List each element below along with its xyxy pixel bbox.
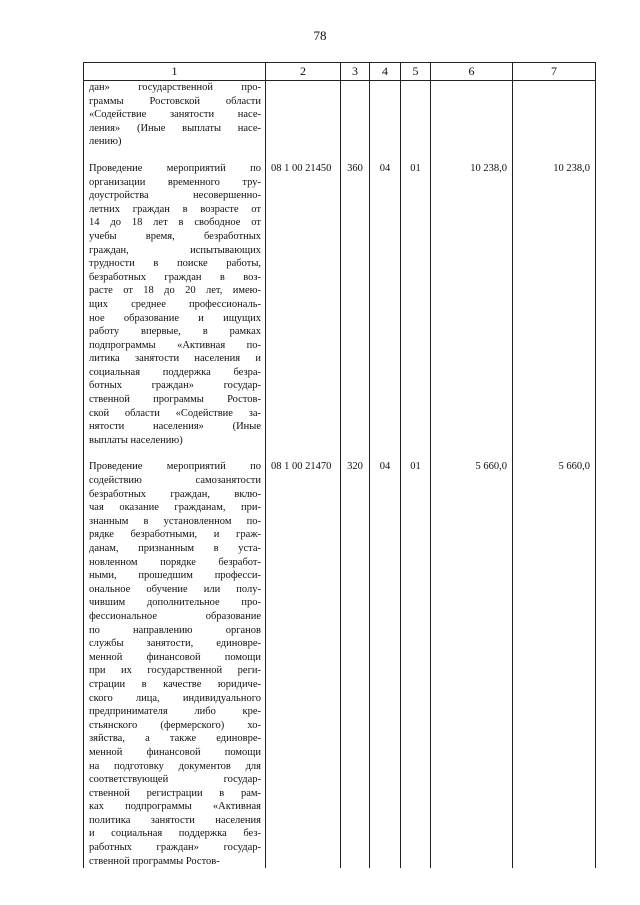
spacer-cell (341, 149, 370, 162)
header-cell-1: 1 (84, 63, 266, 81)
budget-table (83, 62, 596, 868)
description-line: менной финансовой помощи (89, 651, 261, 663)
header-cell-4: 4 (370, 63, 401, 81)
description-line: выплаты населению) (89, 434, 183, 446)
description-line: безработных граждан в воз- (89, 271, 261, 283)
page-number: 78 (313, 28, 327, 43)
header-cell-7: 7 (513, 63, 596, 81)
cell-section: 04 (370, 460, 401, 868)
row-spacer (84, 149, 596, 162)
description-line: ской области «Содействие за- (89, 407, 261, 419)
cell-expense-type (341, 81, 370, 149)
cell-program-code: 08 1 00 21470 (266, 460, 341, 868)
cell-amount-2: 5 660,0 (513, 460, 596, 868)
description-line: ное образование и ищущих (89, 312, 261, 324)
description-line: Проведение мероприятий по (89, 162, 261, 174)
description-line: доустройства несовершенно- (89, 190, 261, 202)
description-line: дан» государственной про- (89, 82, 261, 93)
description-line: работных граждан» государ- (89, 842, 261, 854)
description-line: социальная поддержка безра- (89, 366, 261, 378)
description-line: 14 до 18 лет в свободное от (89, 217, 261, 229)
cell-subsection (401, 81, 431, 149)
description-line: ственной программы Ростов- (89, 855, 220, 867)
row-spacer (84, 447, 596, 460)
description-line: стьянского (фермерского) хо- (89, 719, 261, 731)
description-line: щих среднее профессиональ- (89, 298, 261, 310)
description-line: чившим дополнительное про- (89, 597, 261, 609)
description-line: по направлению органов (89, 624, 261, 636)
description-line: ональное обучение или полу- (89, 583, 261, 595)
spacer-cell (370, 447, 401, 460)
description-line: политика занятости населения (89, 814, 261, 826)
spacer-cell (341, 447, 370, 460)
cell-amount-2: 10 238,0 (513, 162, 596, 447)
description-line: организации временного тру- (89, 176, 261, 188)
description-line: новленном порядке безработ- (89, 556, 261, 568)
cell-description (84, 81, 266, 149)
description-line: предпринимателя либо кре- (89, 706, 261, 718)
cell-amount-1 (431, 81, 513, 149)
cell-amount-1: 10 238,0 (431, 162, 513, 447)
description-line: страции в качестве юридиче- (89, 678, 261, 690)
description-line: ского лица, индивидуального (89, 692, 261, 704)
cell-section: 04 (370, 162, 401, 447)
header-cell-3: 3 (341, 63, 370, 81)
spacer-cell (431, 149, 513, 162)
spacer-cell (370, 149, 401, 162)
cell-subsection: 01 (401, 162, 431, 447)
description-line: соответствующей государ- (89, 774, 261, 786)
description-line: рядке безработными, и граж- (89, 529, 261, 541)
header-cell-6: 6 (431, 63, 513, 81)
description-line: нятости населения» (Иные (89, 421, 261, 433)
cell-program-code (266, 81, 341, 149)
description-line: трудности в поиске работы, (89, 258, 261, 270)
description-line: при их государственной реги- (89, 665, 261, 677)
table-body (84, 81, 596, 869)
table-row (84, 81, 596, 149)
spacer-cell (266, 447, 341, 460)
spacer-cell (84, 149, 266, 162)
description-line: фессиональное образование (89, 610, 261, 622)
description-line: граждан, испытывающих (89, 244, 261, 256)
description-line: содействию самозанятости (89, 475, 261, 487)
description-line: безработных граждан, вклю- (89, 488, 261, 500)
spacer-cell (513, 447, 596, 460)
description-line: подпрограммы «Активная по- (89, 339, 261, 351)
description-line: ственной регистрации в рам- (89, 787, 261, 799)
description-line: чая оказание гражданам, при- (89, 502, 261, 514)
description-line: ственной программы Ростов- (89, 394, 261, 406)
spacer-cell (401, 447, 431, 460)
cell-amount-1: 5 660,0 (431, 460, 513, 868)
description-line: ления» (Иные выплаты насе- (89, 122, 261, 134)
cell-description (84, 162, 266, 447)
description-line: летних граждан в возрасте от (89, 203, 261, 215)
spacer-cell (401, 149, 431, 162)
description-line: знанным в установленном по- (89, 515, 261, 527)
description-line: лению) (89, 136, 122, 148)
cell-program-code: 08 1 00 21450 (266, 162, 341, 447)
cell-description (84, 460, 266, 868)
spacer-cell (84, 447, 266, 460)
cell-expense-type: 320 (341, 460, 370, 868)
description-line: Проведение мероприятий по (89, 461, 261, 473)
cell-section (370, 81, 401, 149)
description-line: службы занятости, единовре- (89, 638, 261, 650)
cell-subsection: 01 (401, 460, 431, 868)
description-line: ными, прошедшим професси- (89, 570, 261, 582)
description-line: учебы время, безработных (89, 230, 261, 242)
spacer-cell (431, 447, 513, 460)
description-line: граммы Ростовской области (89, 95, 261, 107)
cell-amount-2 (513, 81, 596, 149)
description-line: литика занятости населения и (89, 353, 261, 365)
description-line: зяйства, а также единовре- (89, 733, 261, 745)
spacer-cell (513, 149, 596, 162)
description-line: расте от 18 до 20 лет, имею- (89, 285, 261, 297)
cell-expense-type: 360 (341, 162, 370, 447)
header-cell-5: 5 (401, 63, 431, 81)
description-line: менной финансовой помощи (89, 746, 261, 758)
header-cell-2: 2 (266, 63, 341, 81)
description-line: ках подпрограммы «Активная (89, 801, 261, 813)
table-row (84, 162, 596, 447)
description-line: на подготовку документов для (89, 760, 261, 772)
description-line: данам, признанным в уста- (89, 543, 261, 554)
header-row (84, 63, 596, 81)
description-line: работу впервые, в рамках (89, 326, 261, 338)
spacer-cell (266, 149, 341, 162)
description-line: и социальная поддержка без- (89, 828, 261, 840)
description-line: ботных граждан» государ- (89, 380, 261, 392)
description-line: «Содействие занятости насе- (89, 109, 261, 121)
table-row (84, 460, 596, 868)
